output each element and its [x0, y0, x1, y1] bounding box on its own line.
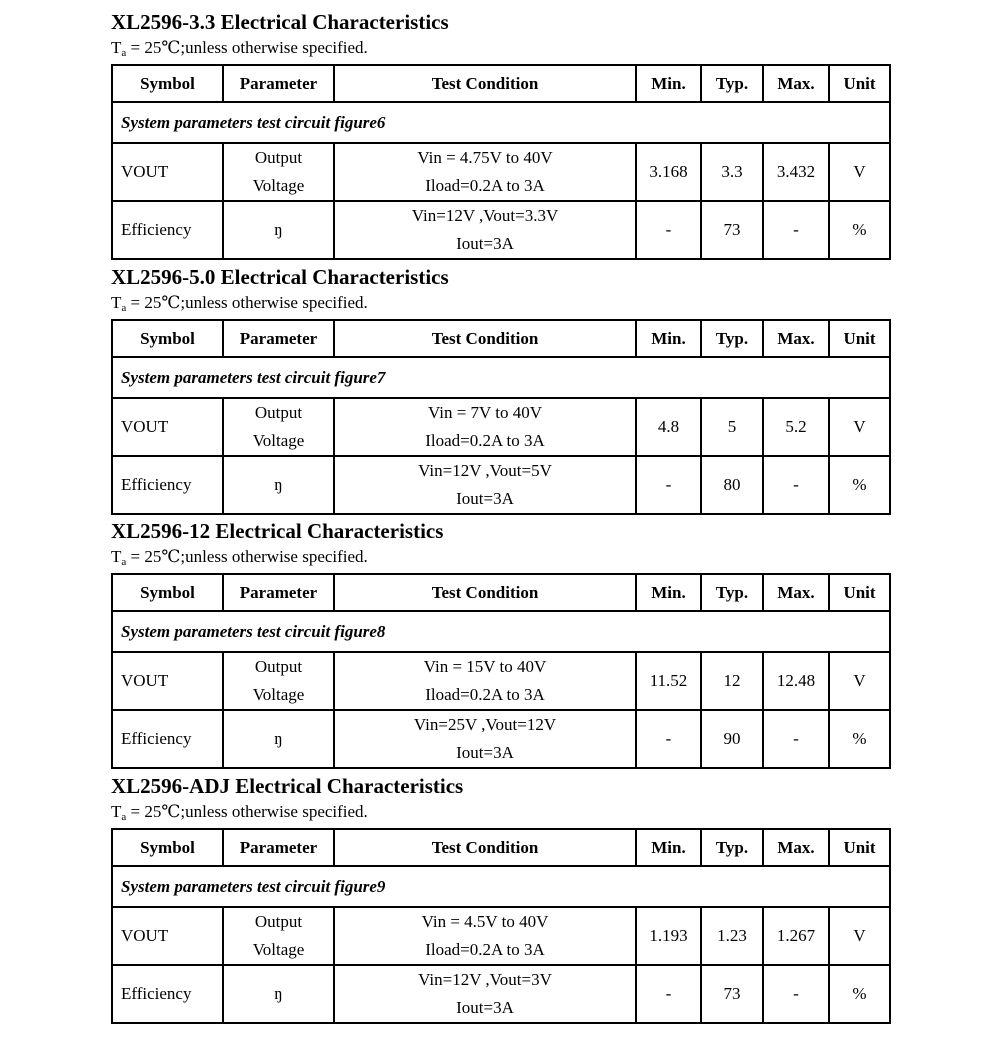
table-row	[112, 652, 890, 710]
cell-symbol: Efficiency	[112, 710, 223, 768]
system-row	[112, 611, 890, 652]
cell-typ: 3.3	[701, 143, 763, 201]
section-title: XL2596-3.3 Electrical Characteristics	[111, 10, 449, 34]
header-max: Max.	[763, 320, 829, 357]
system-row-label: System parameters test circuit figure6	[112, 102, 890, 143]
cell-max: 3.432	[763, 143, 829, 201]
table-row	[112, 398, 890, 456]
header-min: Min.	[636, 320, 701, 357]
cell-test-condition: Vin=12V ,Vout=3.3V Iout=3A	[334, 201, 636, 259]
cell-test-condition: Vin = 4.75V to 40V Iload=0.2A to 3A	[334, 143, 636, 201]
section-title: XL2596-5.0 Electrical Characteristics	[111, 265, 449, 289]
spec-table	[111, 573, 891, 769]
cell-typ: 5	[701, 398, 763, 456]
cell-parameter: ŋ	[223, 965, 334, 1023]
cell-parameter: Output Voltage	[223, 398, 334, 456]
cell-unit: %	[829, 201, 890, 259]
section-xl2596-3-3	[111, 10, 889, 260]
system-row	[112, 102, 890, 143]
header-max: Max.	[763, 65, 829, 102]
cell-max: -	[763, 710, 829, 768]
table-row	[112, 710, 890, 768]
header-row	[112, 65, 890, 102]
header-symbol: Symbol	[112, 320, 223, 357]
header-unit: Unit	[829, 829, 890, 866]
cell-test-condition: Vin = 4.5V to 40V Iload=0.2A to 3A	[334, 907, 636, 965]
header-min: Min.	[636, 574, 701, 611]
cell-unit: V	[829, 398, 890, 456]
header-unit: Unit	[829, 320, 890, 357]
cell-unit: %	[829, 456, 890, 514]
cell-unit: %	[829, 710, 890, 768]
header-row	[112, 829, 890, 866]
header-parameter: Parameter	[223, 574, 334, 611]
cell-parameter: Output Voltage	[223, 143, 334, 201]
cell-unit: V	[829, 652, 890, 710]
cell-test-condition: Vin = 7V to 40V Iload=0.2A to 3A	[334, 398, 636, 456]
cell-max: -	[763, 201, 829, 259]
header-unit: Unit	[829, 574, 890, 611]
cell-test-condition: Vin=12V ,Vout=3V Iout=3A	[334, 965, 636, 1023]
cell-typ: 1.23	[701, 907, 763, 965]
spec-table	[111, 828, 891, 1024]
table-row	[112, 965, 890, 1023]
cell-typ: 73	[701, 201, 763, 259]
cell-typ: 90	[701, 710, 763, 768]
cell-symbol: Efficiency	[112, 965, 223, 1023]
header-typ: Typ.	[701, 320, 763, 357]
cell-parameter: ŋ	[223, 201, 334, 259]
cell-typ: 12	[701, 652, 763, 710]
cell-symbol: VOUT	[112, 907, 223, 965]
cell-parameter: Output Voltage	[223, 652, 334, 710]
header-min: Min.	[636, 829, 701, 866]
cell-max: 1.267	[763, 907, 829, 965]
cell-parameter: Output Voltage	[223, 907, 334, 965]
header-max: Max.	[763, 829, 829, 866]
ambient-condition: $T_a$ = 25℃;unless otherwise specified.	[111, 547, 368, 568]
cell-min: 1.193	[636, 907, 701, 965]
header-parameter: Parameter	[223, 829, 334, 866]
cell-min: 11.52	[636, 652, 701, 710]
system-row-label: System parameters test circuit figure8	[112, 611, 890, 652]
section-xl2596-5-0	[111, 265, 889, 515]
system-row-label: System parameters test circuit figure7	[112, 357, 890, 398]
cell-symbol: VOUT	[112, 143, 223, 201]
header-parameter: Parameter	[223, 320, 334, 357]
cell-parameter: ŋ	[223, 456, 334, 514]
header-row	[112, 320, 890, 357]
cell-symbol: VOUT	[112, 652, 223, 710]
cell-min: -	[636, 201, 701, 259]
header-max: Max.	[763, 574, 829, 611]
section-title: XL2596-12 Electrical Characteristics	[111, 519, 444, 543]
cell-min: -	[636, 456, 701, 514]
header-symbol: Symbol	[112, 574, 223, 611]
cell-min: -	[636, 965, 701, 1023]
header-symbol: Symbol	[112, 65, 223, 102]
system-row	[112, 357, 890, 398]
section-xl2596-12	[111, 519, 889, 769]
cell-typ: 80	[701, 456, 763, 514]
spec-table	[111, 319, 891, 515]
cell-symbol: Efficiency	[112, 201, 223, 259]
header-parameter: Parameter	[223, 65, 334, 102]
table-row	[112, 143, 890, 201]
header-test-condition: Test Condition	[334, 320, 636, 357]
ambient-condition: $T_a$ = 25℃;unless otherwise specified.	[111, 802, 368, 823]
header-typ: Typ.	[701, 65, 763, 102]
cell-max: 5.2	[763, 398, 829, 456]
cell-min: 3.168	[636, 143, 701, 201]
header-symbol: Symbol	[112, 829, 223, 866]
system-row-label: System parameters test circuit figure9	[112, 866, 890, 907]
header-row	[112, 574, 890, 611]
header-test-condition: Test Condition	[334, 829, 636, 866]
header-test-condition: Test Condition	[334, 65, 636, 102]
cell-max: -	[763, 456, 829, 514]
table-row	[112, 456, 890, 514]
table-row	[112, 907, 890, 965]
cell-symbol: VOUT	[112, 398, 223, 456]
table-row	[112, 201, 890, 259]
cell-min: -	[636, 710, 701, 768]
cell-min: 4.8	[636, 398, 701, 456]
cell-typ: 73	[701, 965, 763, 1023]
cell-test-condition: Vin=25V ,Vout=12V Iout=3A	[334, 710, 636, 768]
header-unit: Unit	[829, 65, 890, 102]
cell-test-condition: Vin=12V ,Vout=5V Iout=3A	[334, 456, 636, 514]
header-typ: Typ.	[701, 574, 763, 611]
header-test-condition: Test Condition	[334, 574, 636, 611]
header-typ: Typ.	[701, 829, 763, 866]
section-xl2596-adj	[111, 774, 889, 1024]
cell-test-condition: Vin = 15V to 40V Iload=0.2A to 3A	[334, 652, 636, 710]
cell-unit: V	[829, 907, 890, 965]
section-title: XL2596-ADJ Electrical Characteristics	[111, 774, 464, 798]
cell-symbol: Efficiency	[112, 456, 223, 514]
ambient-condition: $T_a$ = 25℃;unless otherwise specified.	[111, 38, 368, 59]
header-min: Min.	[636, 65, 701, 102]
cell-parameter: ŋ	[223, 710, 334, 768]
cell-unit: V	[829, 143, 890, 201]
ambient-condition: $T_a$ = 25℃;unless otherwise specified.	[111, 293, 368, 314]
cell-max: -	[763, 965, 829, 1023]
cell-unit: %	[829, 965, 890, 1023]
cell-max: 12.48	[763, 652, 829, 710]
spec-table	[111, 64, 891, 260]
system-row	[112, 866, 890, 907]
